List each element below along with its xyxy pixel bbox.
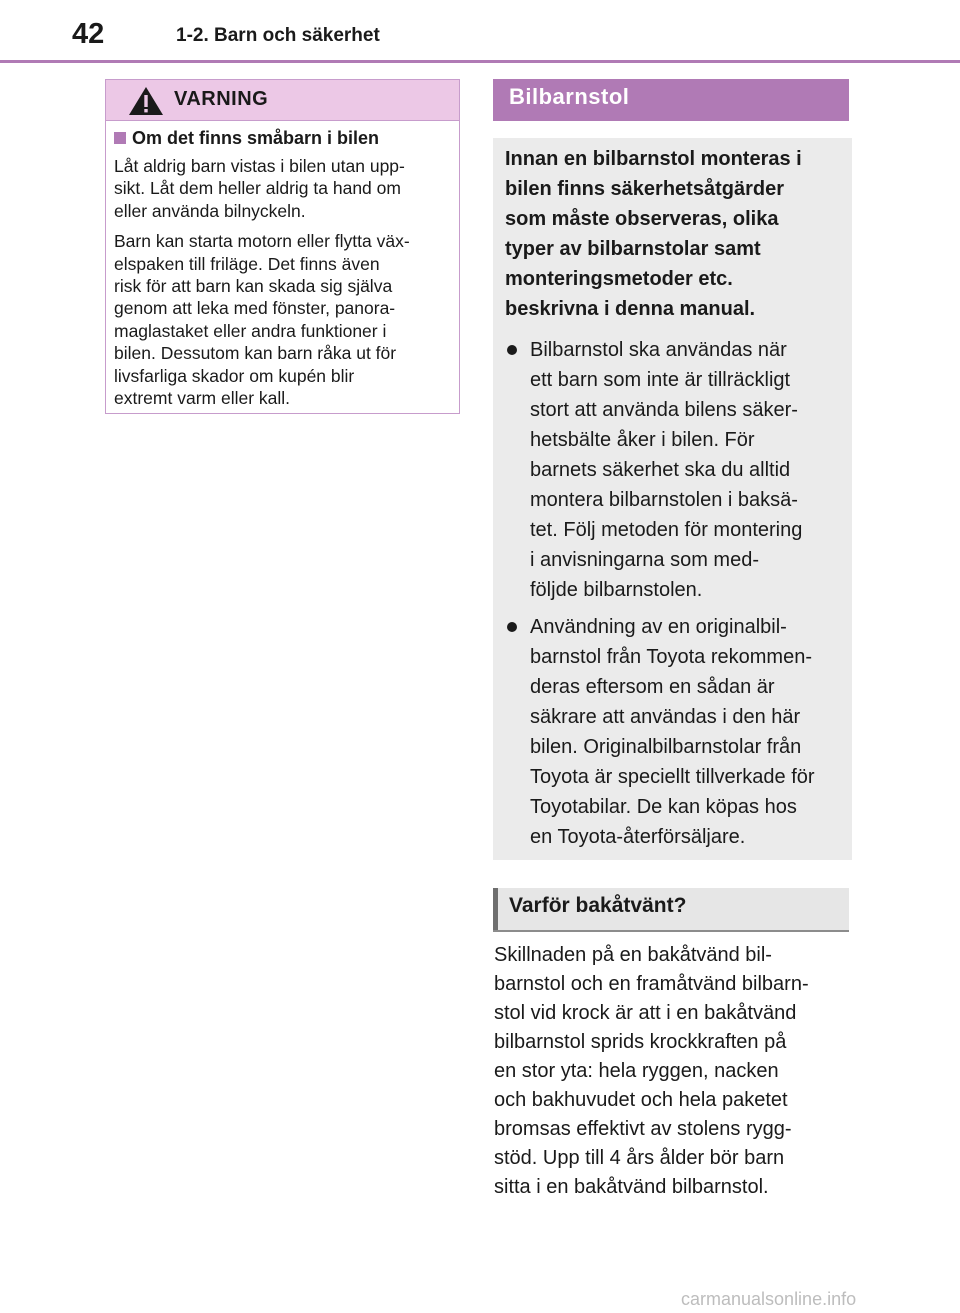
warning-paragraph: Låt aldrig barn vistas i bilen utan upp- sikt. Låt dem heller aldrig ta hand om eller använda bilnyckeln.: [114, 156, 405, 221]
warning-header: [106, 80, 459, 121]
section-title: 1-2. Barn och säkerhet: [176, 25, 380, 46]
varfor-accent-bar: [493, 888, 498, 930]
warning-subtitle: [114, 127, 451, 149]
warning-paragraph: Barn kan starta motorn eller flytta väx- elspaken till friläge. Det finns även risk för att barn kan skada sig själva genom att leka med fönster, panora- maglastaket eller andra funktioner i bilen. Dessutom kan barn råka ut för livsfarliga skador om kupén blir extremt varm eller kall.: [114, 231, 410, 409]
bullet-text: Bilbarnstol ska användas när ett barn som inte är tillräckligt stort att använda bilens säker- hetsbälte åker i bilen. För barnets säkerhet ska du alltid montera bilbarnstolen i baksä- tet. Följ metoden för montering i anvisningarna som med- följde bilbarnstolen.: [530, 339, 803, 601]
bullet-dot-icon: [507, 622, 517, 632]
warning-triangle-icon: [128, 86, 164, 116]
warning-subtitle-text: Om det finns småbarn i bilen: [132, 128, 380, 148]
bullet-text: Användning av en originalbil- barnstol från Toyota rekommen- deras eftersom en sådan är säkrare att användas i den här bilen. Originalbilbarnstolar från Toyota är speciellt tillverkade för Toyotabilar. De kan köpas hos en Toyota-återförsäljare.: [530, 616, 815, 848]
watermark: carmanualsonline.info: [681, 1289, 857, 1309]
warning-label: VARNING: [174, 88, 269, 110]
varfor-paragraph: Skillnaden på en bakåtvänd bil- barnstol och en framåtvänd bilbarn- stol vid krock är att i en bakåtvänd bilbarnstol sprids krockkraften på en stor yta: hela ryggen, nacken och bakhuvudet och hela paketet bromsas effektivt av stolens rygg- stöd. Upp till 4 års ålder bör barn sitta i en bakåtvänd bilbarnstol.: [494, 944, 809, 1198]
info-intro: Innan en bilbarnstol monteras i bilen finns säkerhetsåtgärder som måste observeras, olika typer av bilbarnstolar samt monteringsmetoder etc. beskrivna i denna manual.: [505, 148, 802, 320]
bullet-dot-icon: [507, 345, 517, 355]
warning-box: [105, 79, 460, 414]
header-rule: [0, 60, 960, 63]
warning-body: [106, 121, 459, 409]
square-bullet-icon: [114, 132, 126, 144]
page-number: 42: [72, 18, 105, 50]
varfor-header: [493, 888, 849, 932]
info-box: [493, 138, 852, 860]
varfor-title: Varför bakåtvänt?: [509, 894, 687, 917]
bilbarnstol-title: Bilbarnstol: [509, 84, 630, 109]
bilbarnstol-header: [493, 79, 849, 121]
